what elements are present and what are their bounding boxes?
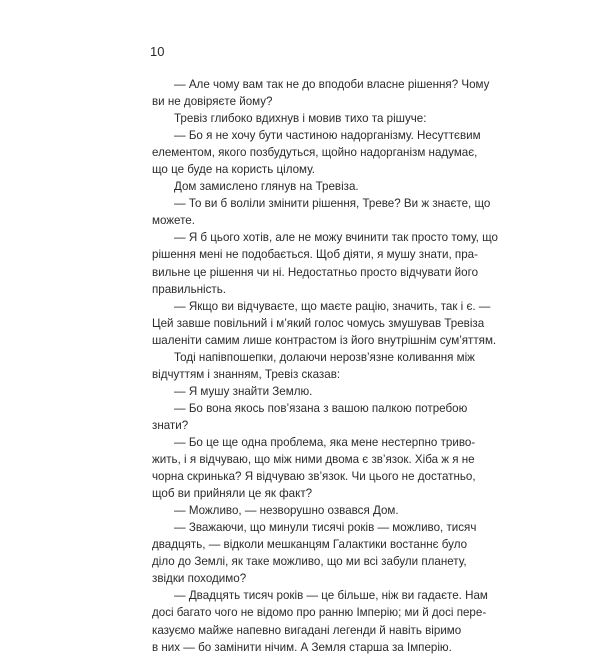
text-line: діло до Землі, як таке можливо, що ми всі забули планету, <box>152 555 467 569</box>
text-line: Дом замислено глянув на Тревіза. <box>174 180 359 194</box>
text-line: правильність. <box>152 282 226 296</box>
text-line: жить, і я відчуваю, що між ними двома є зв’язок. Хіба ж я не <box>152 453 475 467</box>
text-line: — Я мушу знайти Землю. <box>174 384 313 398</box>
text-line: — Двадцять тисяч років — це більше, ніж ви гадаєте. Нам <box>174 589 488 603</box>
text-line: щоб ви прийняли це як факт? <box>152 487 313 501</box>
text-line: двадцять, — відколи мешканцям Галактики востаннє було <box>152 538 468 552</box>
text-line: чорна скринька? Я відчуваю зв’язок. Чи цього не достатньо, <box>152 470 476 484</box>
text-line: — То ви б воліли змінити рішення, Треве? Ви ж знаєте, що <box>174 197 491 211</box>
text-line: — Бо це ще одна проблема, яка мене нестерпно триво- <box>174 435 476 449</box>
text-line: — Я б цього хотів, але не можу вчинити так просто тому, що <box>174 231 498 245</box>
text-line: ви не довіряєте йому? <box>152 95 273 109</box>
page-number: 10 <box>150 44 165 59</box>
text-line: Цей завше повільний і м’який голос чомусь змушував Тревіза <box>152 316 485 330</box>
text-line: в них — бо замінити нічим. А Земля старша за Імперію. <box>152 640 452 654</box>
text-line: — Бо вона якось пов’язана з вашою палкою потребою <box>174 401 468 415</box>
text-line: — Бо я не хочу бути частиною надорганізму. Несуттєвим <box>174 129 481 143</box>
text-line: елементом, якого позбудуться, щойно надорганізм надумає, <box>152 146 478 160</box>
text-line: — Зважаючи, що минули тисячі років — можливо, тисяч <box>174 521 477 535</box>
text-line: що це буде на користь цілому. <box>152 163 316 177</box>
text-line: — Якщо ви відчуваєте, що маєте рацію, значить, так і є. — <box>174 299 491 313</box>
text-line: можете. <box>152 214 195 228</box>
text-line: шаленіти самим лише контрастом із його внутрішнім сум’яттям. <box>152 333 497 347</box>
text-line: звідки походимо? <box>152 572 247 586</box>
text-line: знати? <box>152 418 189 432</box>
text-line: відчуттям і знанням, Тревіз сказав: <box>152 367 341 381</box>
text-line: казуємо майже напевно вигадані легенди й навіть віримо <box>152 623 462 637</box>
text-line: рішення мені не подобається. Щоб діяти, я мушу знати, пра- <box>152 248 478 262</box>
text-line: — Можливо, — незворушно озвався Дом. <box>174 504 399 518</box>
text-line: досі багато чого не відомо про ранню Імперію; ми й досі пере- <box>152 606 487 620</box>
text-line: Тревіз глибоко вдихнув і мовив тихо та рішуче: <box>174 112 427 126</box>
text-line: Тоді напівпошепки, долаючи нерозв’язне коливання між <box>174 350 475 364</box>
text-line: вильне це рішення чи ні. Недостатньо просто відчувати його <box>152 265 479 279</box>
body-text <box>152 76 498 656</box>
text-line: — Але чому вам так не до вподоби власне рішення? Чому <box>174 78 490 91</box>
